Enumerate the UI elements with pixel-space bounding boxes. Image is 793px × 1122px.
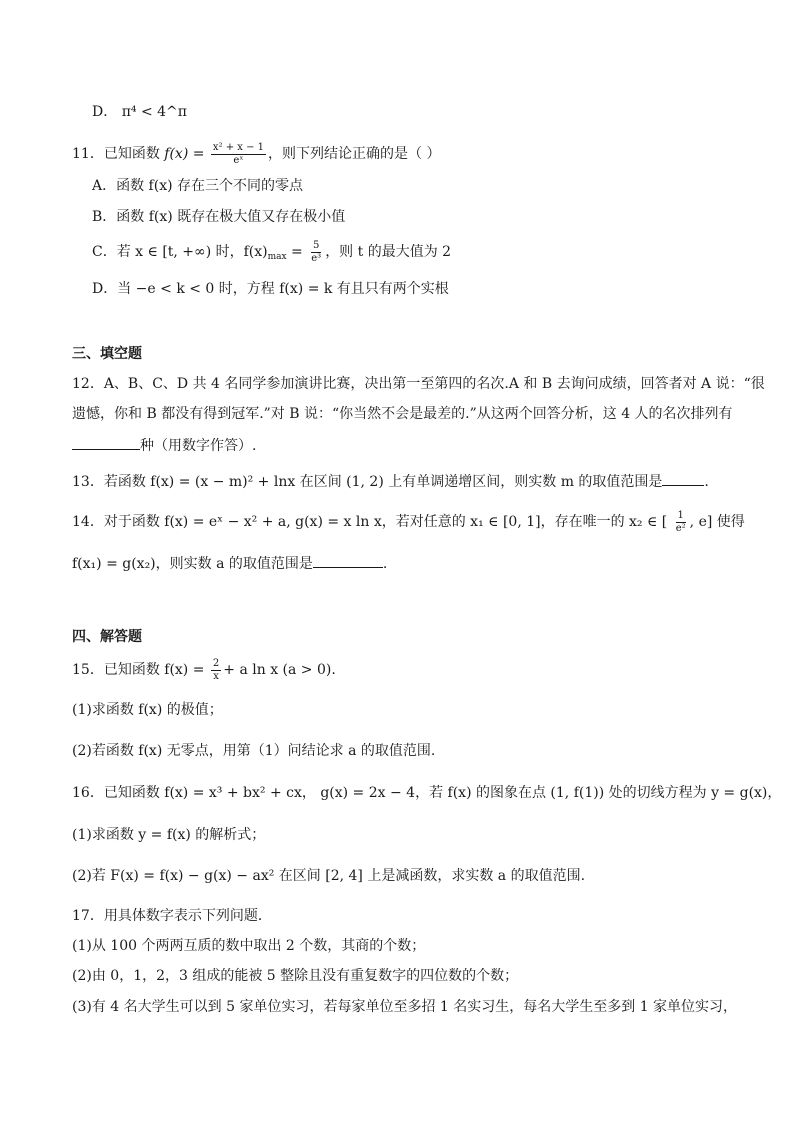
q11-frac-den: eˣ (233, 154, 244, 166)
q12-line-2: 遗憾，你和 B 都没有得到冠军.”对 B 说：“你当然不会是最差的.”从这两个回答分析，这 4 人的名次排列有 (72, 406, 733, 422)
q13-prefix: 13．若函数 f(x) = (x − m)² + lnx 在区间 (1, 2) 上有单调递增区间，则实数 m 的取值范围是 (72, 474, 663, 490)
q17-part-3: (3)有 4 名大学生可以到 5 家单位实习，若每家单位至多招 1 名实习生，每名大学生至多到 1 家单位实习， (72, 999, 738, 1015)
q12-line-3 (72, 435, 256, 456)
q12-line-3-suffix: 种（用数字作答）. (140, 438, 257, 454)
q12-line-1: 12．A、B、C、D 共 4 名同学参加演讲比赛，决出第一至第四的名次.A 和 B 去询问成绩，回答者对 A 说：“很 (72, 376, 765, 392)
q11-option-c-frac-num: 5 (313, 239, 320, 251)
q14-line-2-prefix: f(x₁) = g(x₂)，则实数 a 的取值范围是 (72, 556, 313, 572)
q11-option-c-frac-den: e³ (311, 252, 322, 264)
q14-line-1-prefix: 14．对于函数 f(x) = eˣ − x² + a, g(x) = x ln x，若对任意的 x₁ ∈ [0, 1]，存在唯一的 x₂ ∈ [ (72, 514, 668, 530)
q13-suffix: . (704, 474, 709, 490)
q11-number: 11． (72, 146, 104, 162)
q16-part-2: (2)若 F(x) = f(x) − g(x) − ax² 在区间 [2, 4] 上是减函数，求实数 a 的取值范围. (72, 868, 586, 884)
q11-option-a: A．函数 f(x) 存在三个不同的零点 (92, 178, 304, 194)
q15-frac-den: x (213, 670, 219, 682)
q10-option-d-math: π⁴ < 4^π (121, 104, 187, 120)
q12-answer-blank (72, 435, 140, 450)
q14-line-2 (72, 553, 387, 574)
q14-frac-num: 1 (677, 509, 684, 521)
q15-frac-num: 2 (212, 657, 220, 669)
q10-option-d-label: D． (92, 104, 118, 120)
q15-part-2: (2)若函数 f(x) 无零点，用第（1）问结论求 a 的取值范围. (72, 743, 436, 759)
q17-part-1: (1)从 100 个两两互质的数中取出 2 个数，其商的个数； (72, 938, 426, 954)
q11-stem-suffix: ，则下列结论正确的是（ ） (268, 146, 441, 162)
q11-option-c-fraction (309, 240, 323, 265)
q13-answer-blank (662, 471, 704, 486)
q14-line-1 (72, 508, 745, 536)
q15-fraction (211, 658, 221, 683)
q11-option-c-prefix: C．若 x ∈ [t, +∞) 时，f(x) (92, 244, 268, 260)
q17-stem: 17．用具体数字表示下列问题． (72, 908, 272, 924)
q17-part-2: (2)由 0，1，2，3 组成的能被 5 整除且没有重复数字的四位数的个数； (72, 968, 519, 984)
q11-option-b: B．函数 f(x) 既存在极大值又存在极小值 (92, 209, 346, 225)
q16-part-1: (1)求函数 y = f(x) 的解析式； (72, 827, 266, 843)
q14-answer-blank (313, 553, 383, 568)
q11-option-c (92, 238, 451, 266)
q15-stem-prefix: 15．已知函数 f(x) = (72, 662, 205, 678)
q11-option-c-sub: max (267, 252, 287, 262)
q14-frac-den: e² (675, 522, 686, 534)
section-4-title: 四、解答题 (72, 629, 142, 645)
q11-stem-prefix: 已知函数 (103, 146, 160, 162)
q11-option-d: D．当 −e < k < 0 时，方程 f(x) = k 有且只有两个实根 (92, 281, 449, 297)
q13-line (72, 471, 709, 492)
q10-option-d (92, 102, 187, 122)
section-3-title: 三、填空题 (72, 346, 142, 362)
q11-fraction (211, 142, 266, 167)
q16-stem: 16．已知函数 f(x) = x³ + bx² + cx， g(x) = 2x − 4，若 f(x) 的图象在点 (1, f(1)) 处的切线方程为 y = g(x)， (72, 785, 782, 801)
q11-stem (72, 140, 441, 168)
q15-stem (72, 656, 336, 684)
q14-fraction (674, 510, 688, 535)
q11-option-c-suffix: ，则 t 的最大值为 2 (325, 244, 452, 260)
q15-part-1: (1)求函数 f(x) 的极值； (72, 702, 223, 718)
q11-option-c-eq: = (286, 244, 308, 260)
q14-line-1-suffix: , e] 使得 (689, 514, 745, 530)
q11-f-lhs: f(x) = (164, 146, 205, 162)
q15-stem-suffix: + a ln x (a > 0). (223, 662, 336, 678)
q11-frac-num: x² + x − 1 (212, 141, 265, 153)
q14-line-2-suffix: . (382, 556, 388, 572)
